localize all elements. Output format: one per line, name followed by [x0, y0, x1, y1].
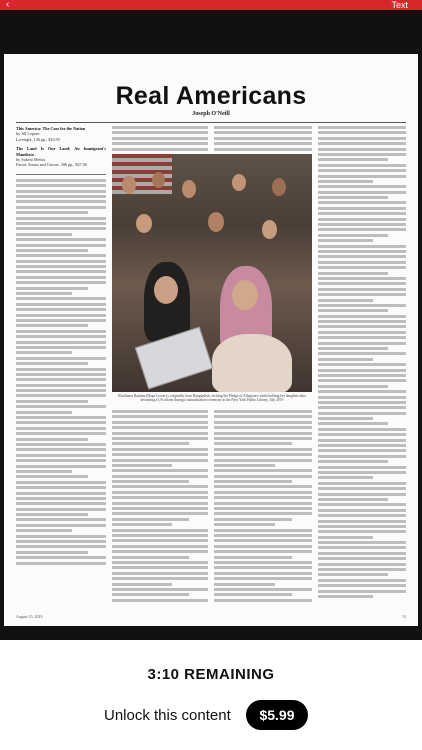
text-line: [318, 169, 406, 172]
text-line: [112, 131, 208, 134]
text-line: [214, 131, 312, 134]
text-line: [16, 335, 106, 338]
text-line: [318, 422, 388, 425]
text-line: [318, 498, 388, 501]
text-line: [112, 485, 208, 488]
text-line: [318, 487, 406, 490]
text-line: [112, 137, 208, 140]
text-line: [318, 590, 406, 593]
text-line: [16, 556, 106, 559]
text-line: [16, 411, 72, 414]
text-line: [318, 320, 406, 323]
person-face: [262, 220, 277, 239]
right-column: [318, 126, 406, 606]
text-line: [318, 525, 406, 528]
text-line: [112, 459, 208, 462]
text-line: [112, 583, 172, 586]
text-line: [214, 480, 292, 483]
text-line: [16, 421, 106, 424]
text-line: [16, 443, 106, 446]
text-line: [214, 545, 312, 548]
text-line: [318, 369, 406, 372]
text-line: [16, 513, 88, 516]
text-line: [214, 566, 312, 569]
text-line: [112, 599, 208, 602]
text-line: [16, 324, 88, 327]
text-line: [112, 550, 208, 553]
text-line: [318, 180, 373, 183]
text-line: [112, 507, 208, 510]
text-line: [318, 358, 373, 361]
text-line: [16, 227, 106, 230]
text-line: [16, 260, 106, 263]
text-line: [214, 534, 312, 537]
text-line: [112, 512, 208, 515]
text-line: [112, 421, 208, 424]
text-line: [214, 469, 312, 472]
text-line: [318, 595, 373, 598]
text-line: [318, 272, 388, 275]
text-line: [214, 421, 312, 424]
text-line: [214, 426, 312, 429]
text-line: [16, 508, 106, 511]
text-line: [318, 449, 406, 452]
text-line: [214, 491, 312, 494]
text-line: [16, 470, 72, 473]
text-line: [318, 153, 406, 156]
text-line: [318, 530, 406, 533]
text-line: [318, 347, 388, 350]
text-line: [16, 465, 106, 468]
page-number: 13: [402, 614, 406, 619]
text-line: [318, 131, 406, 134]
text-line: [16, 486, 106, 489]
text-line: [318, 164, 406, 167]
text-line: [112, 480, 189, 483]
person-face: [272, 178, 286, 196]
text-line: [318, 158, 388, 161]
text-line: [214, 137, 312, 140]
text-line: [318, 201, 406, 204]
text-line: [214, 459, 312, 462]
text-line: [112, 142, 208, 145]
text-line: [16, 540, 106, 543]
text-line: [318, 228, 406, 231]
text-line: [112, 518, 189, 521]
document-viewer[interactable]: [0, 10, 422, 640]
right-body-text: [318, 126, 406, 598]
text-line: [16, 190, 106, 193]
text-line: [214, 593, 292, 596]
text-line: [214, 561, 312, 564]
text-line: [318, 514, 406, 517]
text-line: [214, 583, 275, 586]
text-line: [16, 211, 88, 214]
text-line: [214, 437, 312, 440]
left-body-text: [16, 179, 106, 565]
article-photo: [112, 154, 312, 392]
text-line: [112, 491, 208, 494]
text-line: [16, 535, 106, 538]
text-line: [318, 390, 406, 393]
person-face: [136, 214, 152, 233]
text-line: [318, 584, 406, 587]
text-line: [16, 270, 106, 273]
text-line: [214, 453, 312, 456]
text-line: [16, 217, 106, 220]
text-line: [16, 529, 72, 532]
page-footer-date: August 15, 2019: [16, 614, 43, 619]
text-line: [318, 255, 406, 258]
text-line: [16, 195, 106, 198]
text-line: [318, 126, 406, 129]
person-face: [122, 176, 136, 194]
text-line: [318, 557, 406, 560]
text-line: [214, 556, 292, 559]
text-line: [16, 502, 106, 505]
text-line: [318, 299, 373, 302]
text-line: [112, 572, 208, 575]
text-line: [318, 218, 406, 221]
text-line: [112, 529, 208, 532]
text-line: [16, 400, 88, 403]
text-line: [318, 325, 406, 328]
unlock-row: [0, 698, 422, 732]
text-line: [318, 385, 388, 388]
person-face: [232, 280, 258, 310]
text-line: [214, 550, 312, 553]
text-line: [16, 384, 106, 387]
text-line: [16, 308, 106, 311]
text-line: [16, 459, 106, 462]
text-line: [16, 394, 106, 397]
text-line: [16, 368, 106, 371]
person-face: [152, 172, 165, 188]
text-line: [16, 233, 72, 236]
middle-top-right-column: [214, 126, 312, 152]
text-line: [318, 352, 406, 355]
text-line: [214, 539, 312, 542]
text-line: [16, 475, 88, 478]
book-2-author: by Suketu Mehta.: [16, 157, 46, 163]
text-line: [318, 482, 406, 485]
text-line: [318, 363, 406, 366]
text-line: [16, 432, 106, 435]
person-white-dress: [212, 334, 292, 392]
text-line: [16, 545, 106, 548]
text-line: [318, 579, 406, 582]
text-line: [16, 351, 72, 354]
text-line: [214, 148, 312, 151]
text-line: [16, 238, 106, 241]
text-line: [318, 282, 406, 285]
text-line: [318, 379, 406, 382]
text-line: [16, 314, 106, 317]
text-line: [318, 520, 406, 523]
text-line: [214, 142, 312, 145]
text-line: [16, 357, 106, 360]
text-line: [214, 577, 312, 580]
text-line: [318, 396, 406, 399]
middle-bottom-right-column: [214, 410, 312, 610]
text-line: [16, 265, 106, 268]
text-line: [112, 523, 172, 526]
text-line: [318, 493, 406, 496]
text-line: [16, 389, 106, 392]
text-line: [16, 438, 88, 441]
text-line: [318, 309, 388, 312]
text-line: [112, 539, 208, 542]
text-line: [16, 287, 88, 290]
text-line: [214, 496, 312, 499]
text-line: [112, 415, 208, 418]
text-line: [214, 415, 312, 418]
text-line: [318, 412, 406, 415]
text-line: [16, 244, 106, 247]
text-line: [214, 475, 312, 478]
text-line: [318, 417, 373, 420]
text-line: [318, 406, 406, 409]
text-line: [16, 405, 106, 408]
text-line: [16, 551, 88, 554]
text-line: [318, 552, 406, 555]
text-line: [318, 207, 406, 210]
text-line: [214, 448, 312, 451]
text-line: [112, 561, 208, 564]
text-line: [16, 249, 88, 252]
text-line: [112, 126, 208, 129]
text-line: [16, 416, 106, 419]
text-line: [16, 179, 106, 182]
text-line: [318, 175, 406, 178]
text-line: [214, 507, 312, 510]
text-line: [318, 277, 406, 280]
text-line: [318, 234, 388, 237]
text-line: [112, 556, 189, 559]
text-line: [318, 191, 406, 194]
text-line: [16, 346, 106, 349]
person-face: [154, 276, 178, 304]
middle-bottom-left-text: [112, 410, 208, 602]
text-line: [318, 466, 406, 469]
text-line: [16, 222, 106, 225]
text-line: [16, 281, 106, 284]
text-line: [318, 471, 406, 474]
text-line: [318, 460, 388, 463]
text-line: [16, 303, 106, 306]
text-line: [112, 588, 208, 591]
text-line: [16, 448, 106, 451]
middle-top-right-text: [214, 126, 312, 151]
text-line: [318, 568, 406, 571]
left-column: [16, 126, 106, 606]
text-line: [318, 428, 406, 431]
article-title: Real Americans: [115, 82, 307, 110]
text-line: [318, 288, 406, 291]
text-line: [16, 200, 106, 203]
text-line: [318, 239, 373, 242]
book-1-title: This America: The Case for the Nation: [16, 126, 86, 131]
text-line: [112, 453, 208, 456]
middle-top-left-text: [112, 126, 208, 151]
text-line: [318, 536, 373, 539]
text-line: [112, 469, 208, 472]
text-line: [318, 503, 406, 506]
text-line: [318, 563, 406, 566]
text-line: [16, 378, 106, 381]
text-line: [16, 319, 106, 322]
text-line: [112, 502, 208, 505]
text-line: [112, 593, 189, 596]
text-line: [214, 502, 312, 505]
text-line: [318, 331, 406, 334]
text-line: [318, 223, 406, 226]
text-line: [16, 341, 106, 344]
text-line: [318, 142, 406, 145]
text-line: [214, 485, 312, 488]
text-line: [318, 266, 406, 269]
text-mode-button[interactable]: Text: [391, 0, 408, 10]
text-line: [16, 454, 106, 457]
text-line: [318, 374, 406, 377]
text-line: [16, 492, 106, 495]
text-line: [318, 196, 388, 199]
text-line: [318, 439, 406, 442]
text-line: [214, 523, 275, 526]
text-line: [112, 577, 208, 580]
text-line: [318, 433, 406, 436]
text-line: [16, 427, 106, 430]
text-line: [112, 442, 189, 445]
text-line: [318, 212, 406, 215]
photo-caption: Khadiatou Barkatu (Hope Lowery), originally from Bangladesh, reciting the Pledge of Allegiance while holding her daughter after becoming a US citizen during a naturalization ceremony at the New York Public Library, July 2019: [118, 394, 306, 403]
text-line: [318, 509, 406, 512]
text-line: [16, 206, 106, 209]
book-1-author: by Jill Lepore.: [16, 131, 41, 137]
middle-bottom-right-text: [214, 410, 312, 602]
text-line: [318, 250, 406, 253]
back-icon[interactable]: ‹: [6, 0, 10, 10]
text-line: [16, 373, 106, 376]
text-line: [112, 432, 208, 435]
middle-bottom-left-column: [112, 410, 208, 610]
text-line: [214, 410, 312, 413]
person-face: [182, 180, 196, 198]
text-line: [112, 534, 208, 537]
text-line: [318, 304, 406, 307]
text-line: [318, 444, 406, 447]
text-line: [318, 455, 406, 458]
buy-button[interactable]: $5.99: [246, 700, 308, 730]
text-line: [214, 588, 312, 591]
top-bar: [0, 0, 422, 10]
time-remaining: 3:10 REMAINING: [147, 666, 275, 683]
text-line: [318, 137, 406, 140]
text-line: [318, 573, 388, 576]
text-line: [112, 410, 208, 413]
text-line: [16, 297, 106, 300]
text-line: [16, 481, 106, 484]
text-line: [112, 566, 208, 569]
text-line: [112, 426, 208, 429]
book-2-title: The Land Is Our Land: An Immigrant's Manifesto: [16, 146, 106, 157]
text-line: [16, 524, 106, 527]
text-line: [16, 184, 106, 187]
text-line: [16, 292, 72, 295]
text-line: [214, 126, 312, 129]
text-line: [318, 245, 406, 248]
text-line: [112, 545, 208, 548]
text-line: [16, 518, 106, 521]
text-line: [16, 562, 106, 565]
middle-top-left-column: [112, 126, 208, 152]
article-author: Joseph O'Neill: [192, 111, 230, 117]
book-2-publisher: Farrar, Straus and Giroux, 306 pp., $27.00: [16, 162, 87, 168]
text-line: [318, 293, 406, 296]
person-face: [232, 174, 246, 191]
book-1-publisher: Liveright, 136 pp., $16.95: [16, 136, 60, 142]
title-rule: [16, 122, 406, 123]
text-line: [214, 572, 312, 575]
text-line: [112, 464, 172, 467]
text-line: [318, 336, 406, 339]
text-line: [318, 148, 406, 151]
text-line: [318, 185, 406, 188]
text-line: [214, 512, 312, 515]
text-line: [214, 464, 275, 467]
text-line: [214, 529, 312, 532]
text-line: [214, 432, 312, 435]
text-line: [318, 315, 406, 318]
text-line: [318, 476, 373, 479]
text-line: [318, 401, 406, 404]
text-line: [16, 254, 106, 257]
text-line: [112, 448, 208, 451]
text-line: [112, 148, 208, 151]
text-line: [16, 276, 106, 279]
text-line: [112, 496, 208, 499]
text-line: [112, 475, 208, 478]
text-line: [214, 442, 292, 445]
text-line: [16, 362, 88, 365]
text-line: [16, 330, 106, 333]
text-line: [214, 599, 312, 602]
sidebar-rule: [16, 174, 106, 175]
unlock-label: Unlock this content: [104, 707, 231, 724]
text-line: [16, 497, 106, 500]
text-line: [318, 546, 406, 549]
text-line: [318, 541, 406, 544]
text-line: [112, 437, 208, 440]
text-line: [318, 342, 406, 345]
magazine-page: [4, 54, 418, 626]
person-face: [208, 212, 224, 232]
text-line: [214, 518, 292, 521]
text-line: [318, 261, 406, 264]
